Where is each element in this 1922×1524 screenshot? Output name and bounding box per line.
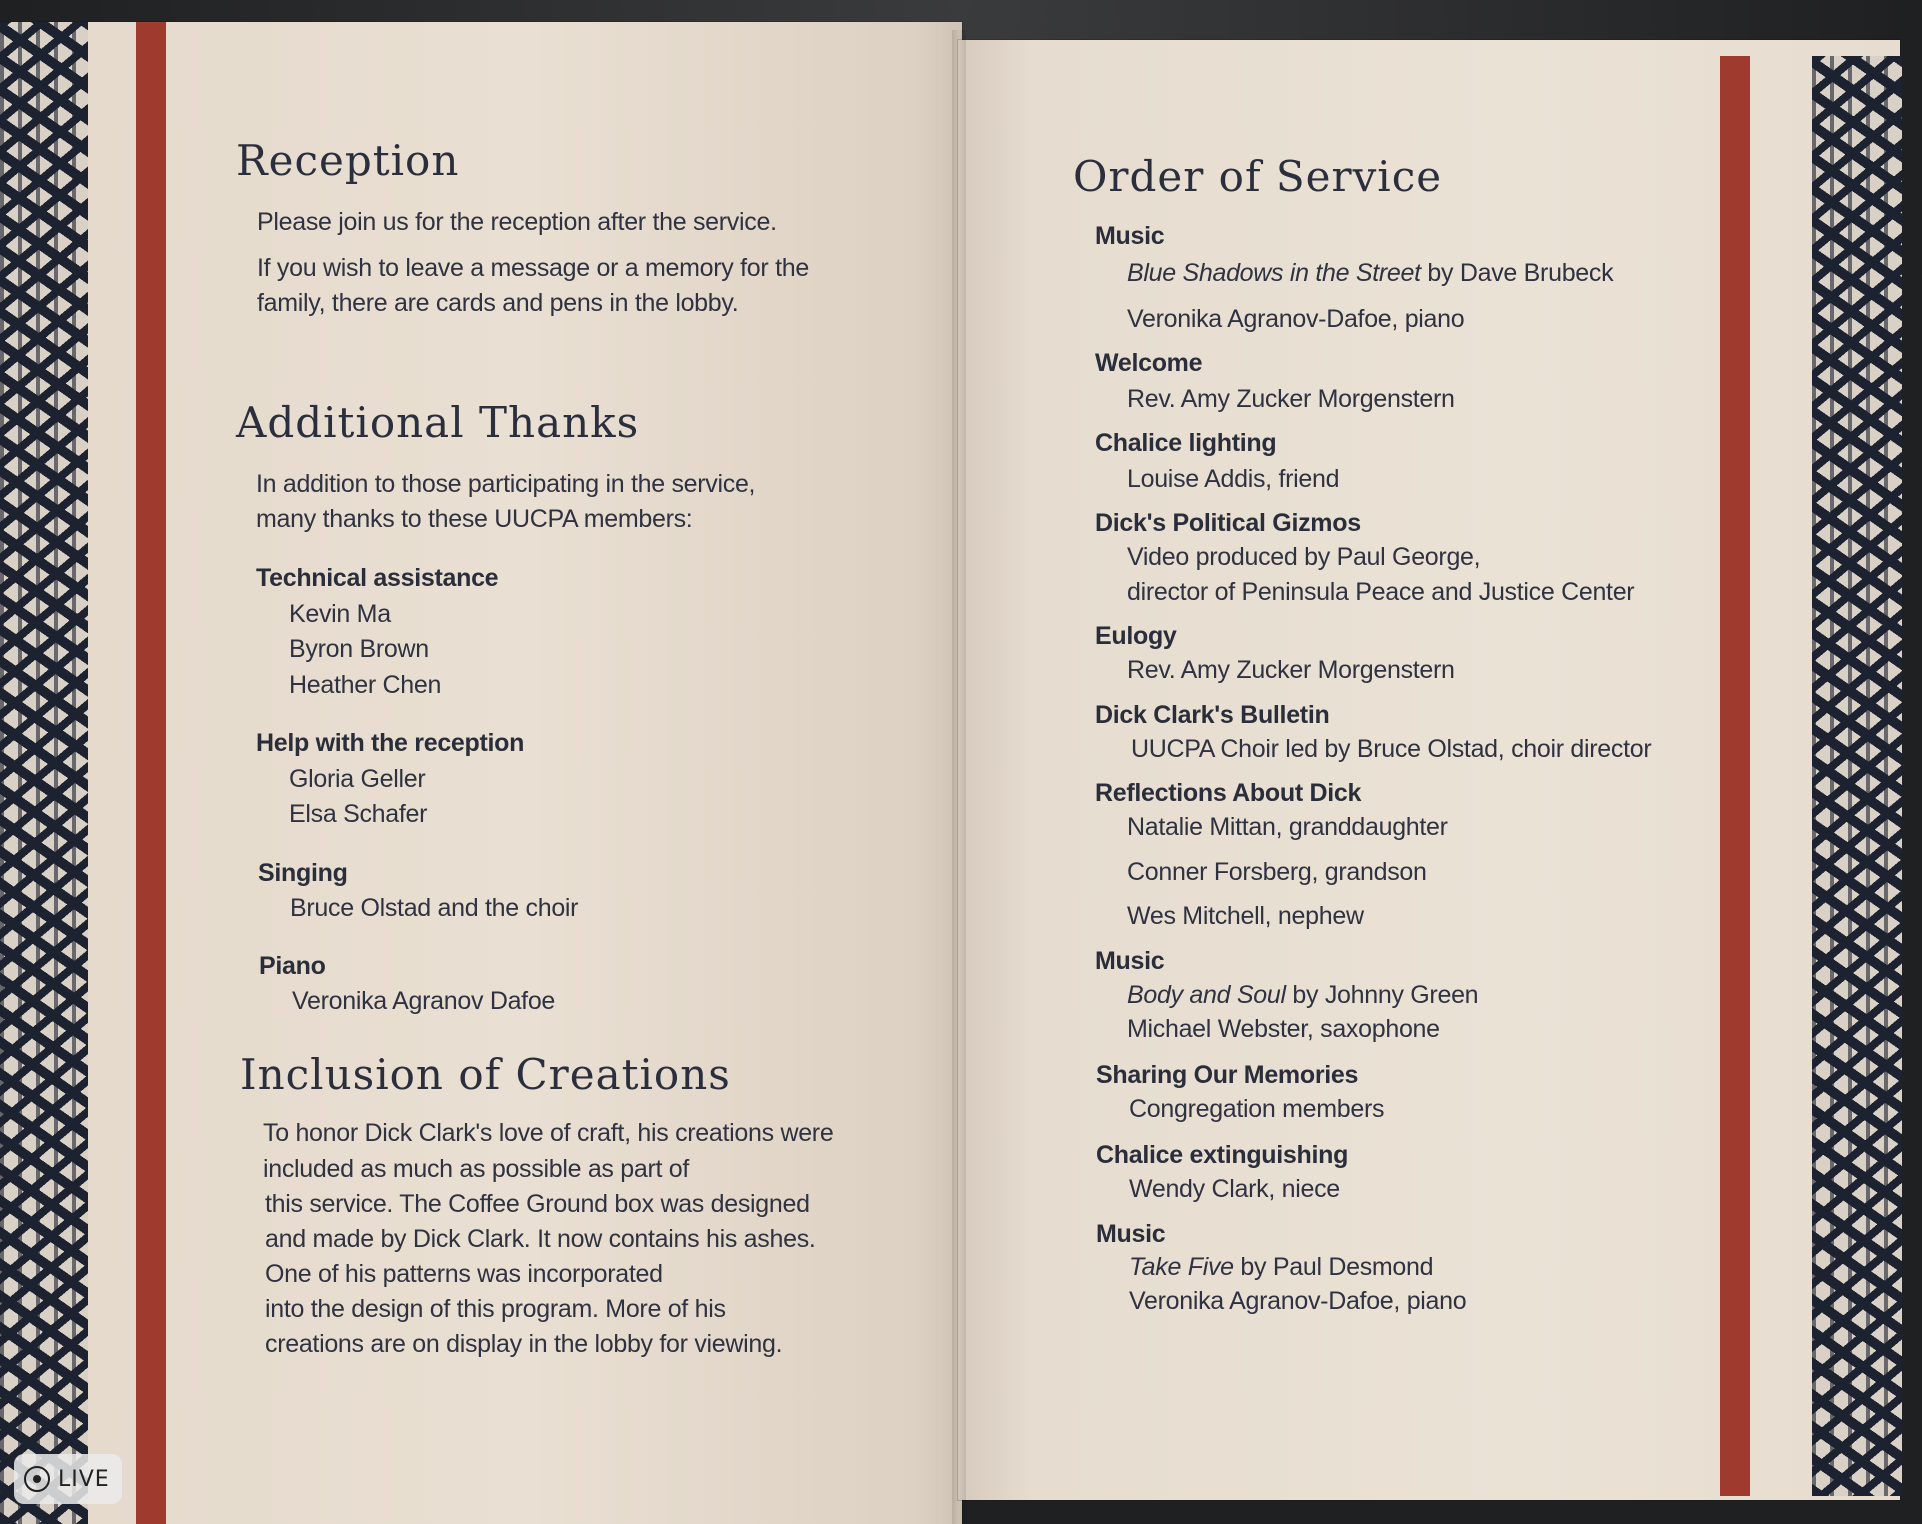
service-item-line	[1127, 259, 1613, 288]
thanks-name: Bruce Olstad and the choir	[290, 894, 579, 922]
left-pattern-border	[0, 22, 88, 1524]
service-item-title: Sharing Our Memories	[1096, 1061, 1359, 1089]
reception-line: family, there are cards and pens in the lobby.	[257, 289, 739, 317]
composer: by Paul Desmond	[1233, 1253, 1434, 1281]
service-item-title: Eulogy	[1095, 622, 1177, 650]
thanks-name: Gloria Geller	[289, 765, 426, 793]
service-item-line: Congregation members	[1129, 1095, 1385, 1123]
service-item-line: Michael Webster, saxophone	[1127, 1015, 1440, 1043]
creations-line: this service. The Coffee Ground box was designed	[265, 1190, 810, 1218]
thanks-group-title: Help with the reception	[256, 729, 525, 757]
thanks-name: Veronika Agranov Dafoe	[292, 987, 556, 1015]
service-item-line: Veronika Agranov-Dafoe, piano	[1129, 1287, 1467, 1315]
service-item-line: Wes Mitchell, nephew	[1127, 902, 1364, 930]
service-item-line: Natalie Mittan, granddaughter	[1127, 813, 1448, 841]
page-fold	[952, 30, 966, 1524]
right-red-stripe	[1720, 56, 1750, 1496]
service-item-title: Music	[1096, 1220, 1166, 1248]
service-item-line	[1127, 981, 1478, 1010]
service-item-line: Rev. Amy Zucker Morgenstern	[1127, 656, 1455, 684]
service-item-title: Dick's Political Gizmos	[1095, 509, 1361, 537]
thanks-group-title: Technical assistance	[256, 564, 499, 592]
additional-thanks-heading: Additional Thanks	[236, 398, 640, 447]
inclusion-of-creations-heading: Inclusion of Creations	[240, 1050, 731, 1099]
thanks-group-title: Piano	[259, 952, 326, 980]
thanks-name: Kevin Ma	[289, 600, 391, 628]
composer: by Johnny Green	[1285, 981, 1479, 1009]
reception-line: Please join us for the reception after the service.	[257, 208, 777, 236]
order-of-service-heading: Order of Service	[1073, 152, 1443, 201]
reception-heading: Reception	[236, 136, 460, 185]
thanks-name: Byron Brown	[289, 635, 429, 663]
live-label: LIVE	[58, 1466, 110, 1492]
service-item-line: Veronika Agranov-Dafoe, piano	[1127, 305, 1465, 333]
service-item-title: Music	[1095, 222, 1165, 250]
service-item-title: Reflections About Dick	[1095, 779, 1362, 807]
right-pattern-border	[1812, 56, 1902, 1496]
service-item-line: Rev. Amy Zucker Morgenstern	[1127, 385, 1455, 413]
service-item-line	[1129, 1253, 1433, 1282]
thanks-intro: In addition to those participating in the service,	[256, 470, 756, 498]
creations-line: One of his patterns was incorporated	[265, 1260, 663, 1288]
left-red-stripe	[136, 22, 166, 1524]
thanks-name: Elsa Schafer	[289, 800, 428, 828]
creations-line: and made by Dick Clark. It now contains his ashes.	[265, 1225, 816, 1253]
piece-title: Take Five	[1129, 1253, 1234, 1281]
service-item-title: Chalice lighting	[1095, 429, 1277, 457]
service-item-line: UUCPA Choir led by Bruce Olstad, choir director	[1131, 735, 1652, 763]
thanks-intro: many thanks to these UUCPA members:	[256, 505, 693, 533]
reception-line: If you wish to leave a message or a memory for the	[257, 254, 809, 282]
piece-title: Body and Soul	[1127, 981, 1286, 1009]
service-item-title: Welcome	[1095, 349, 1203, 377]
live-photo-badge[interactable]	[14, 1454, 122, 1504]
composer: by Dave Brubeck	[1420, 259, 1614, 287]
service-item-line: director of Peninsula Peace and Justice Center	[1127, 578, 1635, 606]
service-item-line: Wendy Clark, niece	[1129, 1175, 1340, 1203]
service-item-title: Music	[1095, 947, 1165, 975]
thanks-name: Heather Chen	[289, 671, 442, 699]
thanks-group-title: Singing	[258, 859, 348, 887]
creations-line: To honor Dick Clark's love of craft, his creations were	[263, 1119, 834, 1147]
service-item-line: Video produced by Paul George,	[1127, 543, 1481, 571]
piece-title: Blue Shadows in the Street	[1127, 259, 1421, 287]
creations-line: into the design of this program. More of his	[265, 1295, 726, 1323]
creations-line: included as much as possible as part of	[263, 1155, 690, 1183]
creations-line: creations are on display in the lobby for viewing.	[265, 1330, 783, 1358]
service-item-title: Chalice extinguishing	[1096, 1141, 1349, 1169]
service-item-line: Conner Forsberg, grandson	[1127, 858, 1427, 886]
service-item-title: Dick Clark's Bulletin	[1095, 701, 1330, 729]
live-photo-icon	[24, 1466, 50, 1492]
service-item-line: Louise Addis, friend	[1127, 465, 1340, 493]
